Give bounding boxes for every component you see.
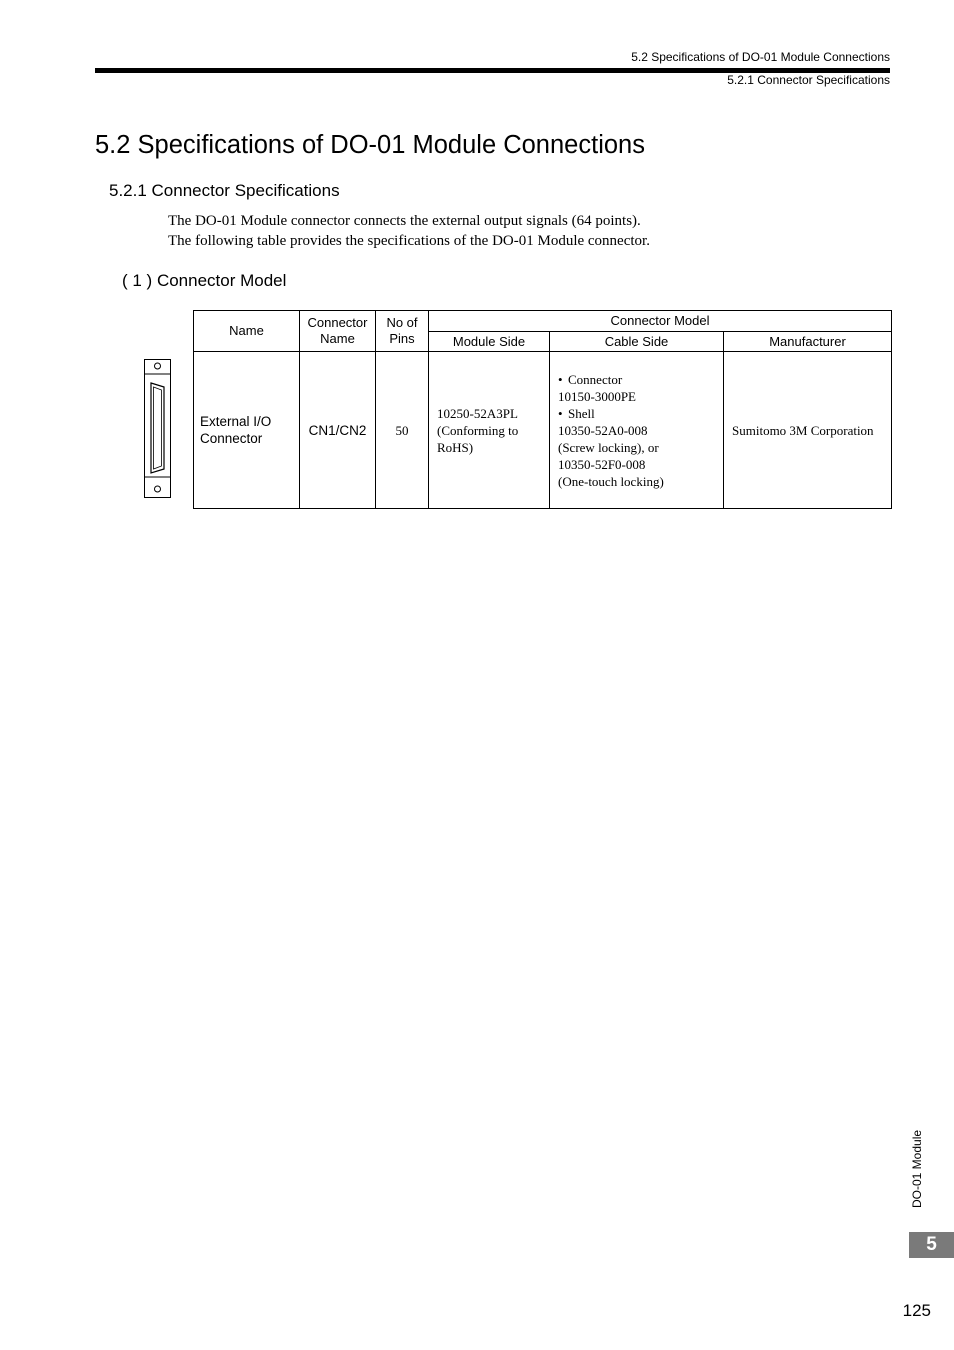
- cell-connector-name: CN1/CN2: [300, 352, 376, 509]
- chapter-tab: 5: [909, 1232, 954, 1258]
- intro-line: The DO-01 Module connector connects the external output signals (64 points).: [168, 213, 641, 229]
- cell-name: External I/O Connector: [194, 352, 300, 509]
- connector-spec-table: [193, 310, 892, 509]
- header-manufacturer: Manufacturer: [724, 332, 892, 352]
- running-header-section: 5.2 Specifications of DO-01 Module Connections: [631, 50, 890, 64]
- connector-illustration: [144, 359, 171, 498]
- cell-manufacturer: Sumitomo 3M Corporation: [724, 352, 892, 509]
- intro-text: [168, 211, 650, 251]
- table-row: [194, 352, 892, 509]
- intro-line: The following table provides the specifications of the DO-01 Module connector.: [168, 233, 650, 249]
- cell-cable-side: • Connector 10150-3000PE • Shell 10350-52A0-008 (Screw locking), or 10350-52F0-008 (One-touch locking): [550, 352, 724, 509]
- header-connector-model: Connector Model: [429, 311, 892, 332]
- side-tab-label: DO-01 Module: [910, 1129, 924, 1208]
- subsection-heading: 5.2.1 Connector Specifications: [109, 181, 340, 200]
- header-pins: No of Pins: [376, 311, 429, 352]
- section-heading: 5.2 Specifications of DO-01 Module Connections: [95, 131, 645, 159]
- running-header-subsection: 5.2.1 Connector Specifications: [727, 73, 890, 87]
- header-cable-side: Cable Side: [550, 332, 724, 352]
- header-connector-name: Connector Name: [300, 311, 376, 352]
- page-number: 125: [902, 1301, 931, 1320]
- header-module-side: Module Side: [429, 332, 550, 352]
- cell-module-side: 10250-52A3PL (Conforming to RoHS): [429, 352, 550, 509]
- header-name: Name: [194, 311, 300, 352]
- connector-model-heading: ( 1 ) Connector Model: [122, 271, 287, 290]
- cell-pins: 50: [376, 352, 429, 509]
